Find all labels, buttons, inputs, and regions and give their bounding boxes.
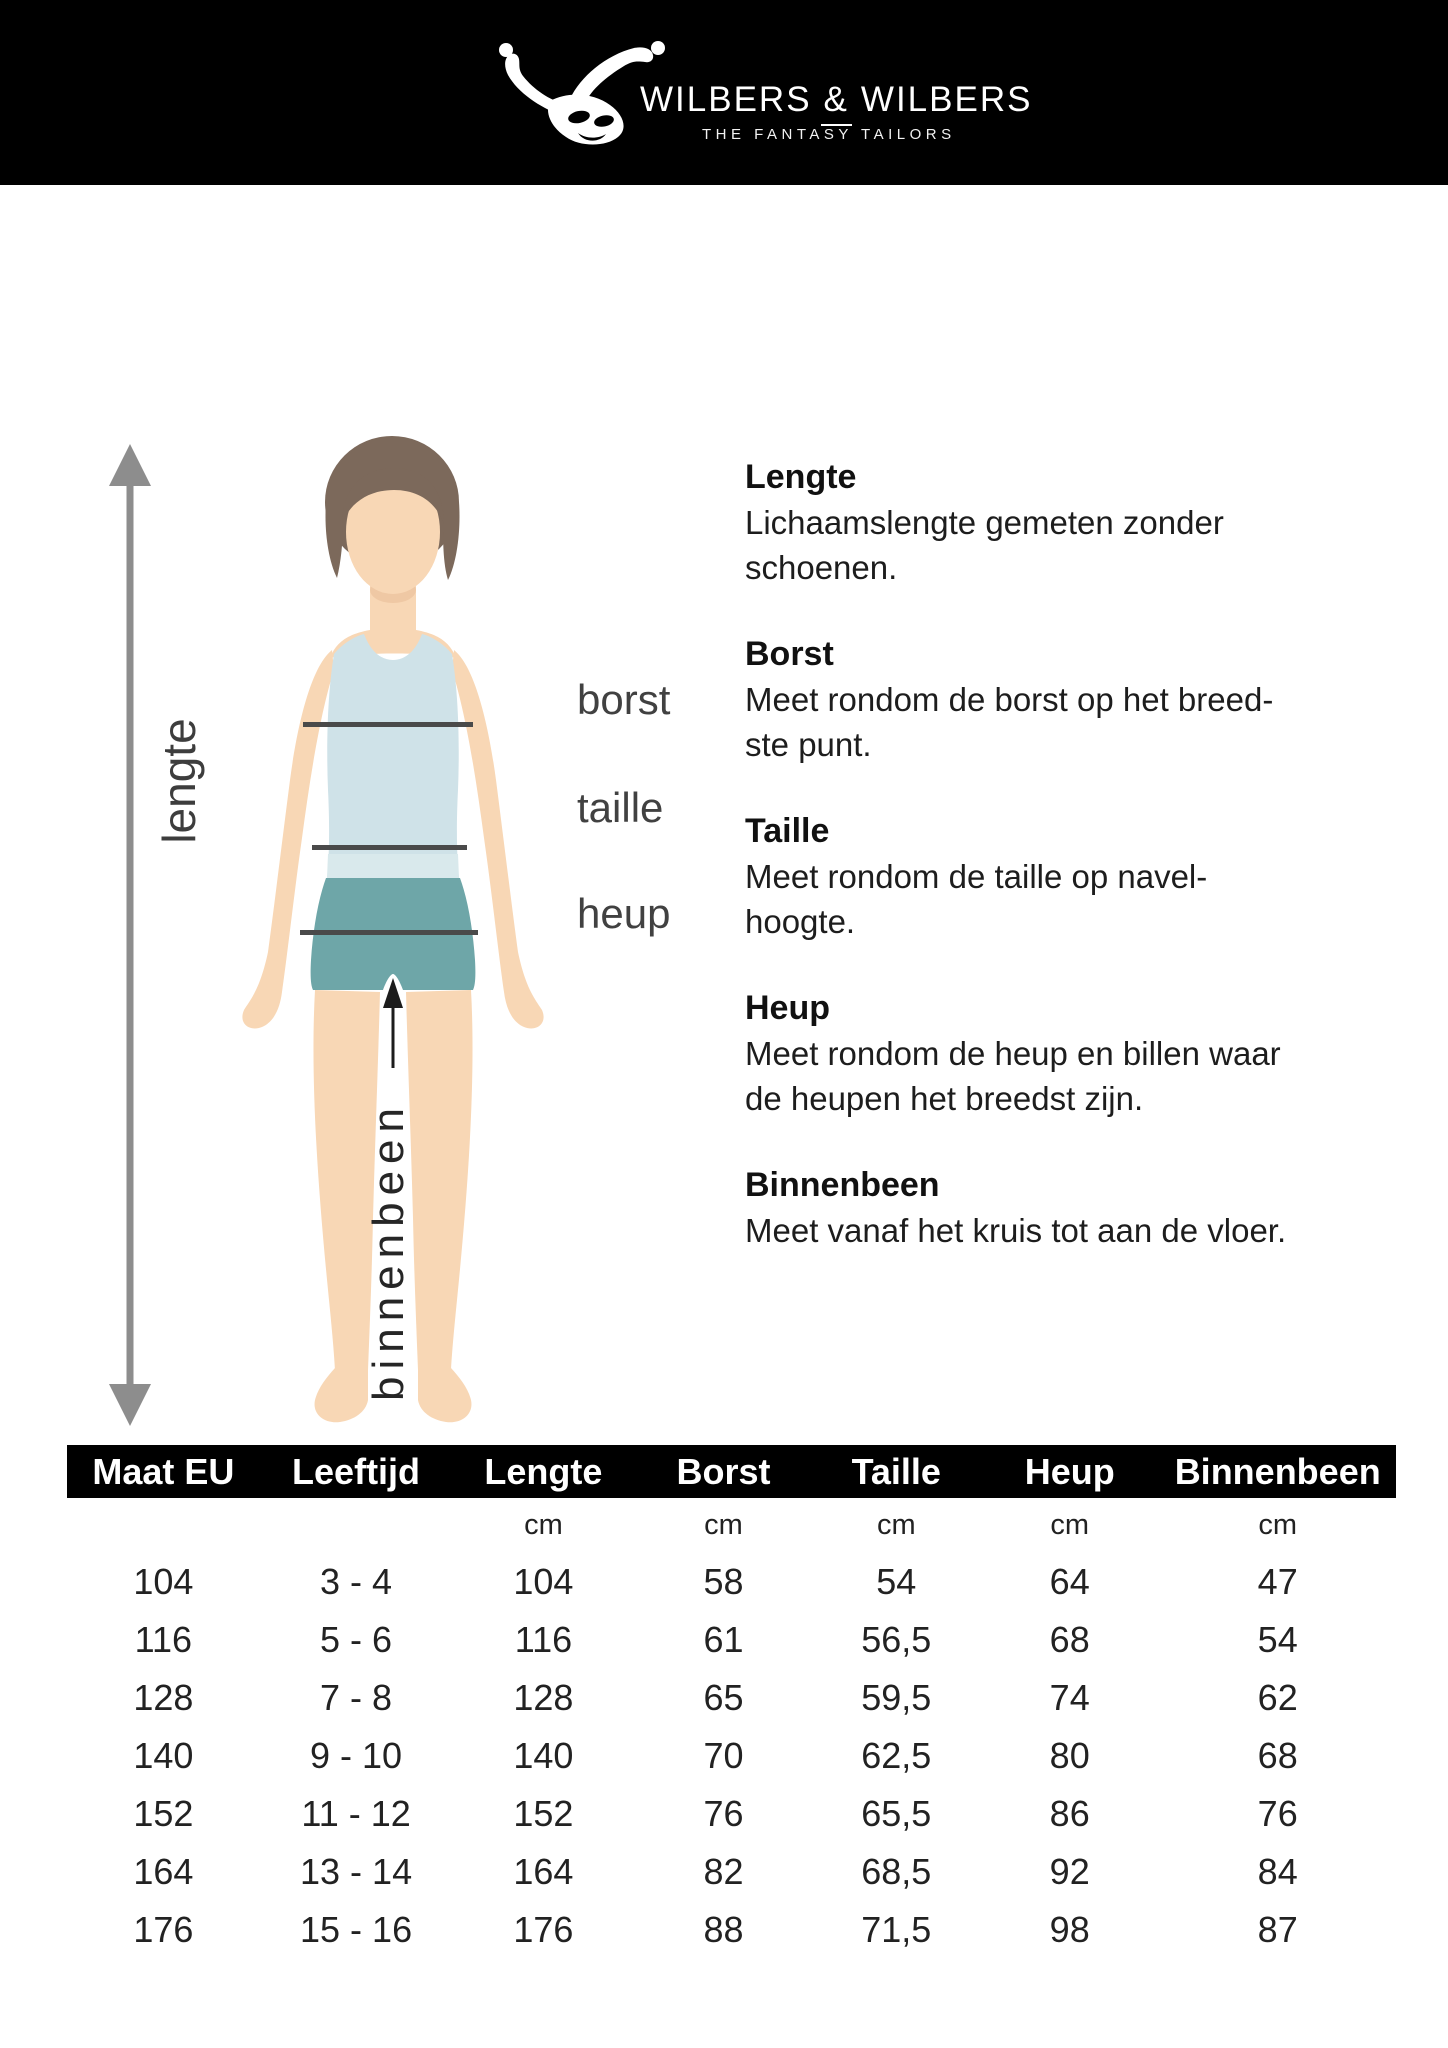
size-cell: 3 - 4 — [320, 1561, 393, 1602]
inseam-arrow-icon — [383, 978, 403, 1068]
size-cell: 70 — [703, 1735, 744, 1776]
size-cell: 62 — [1257, 1677, 1298, 1718]
size-table-row — [67, 1669, 1396, 1727]
size-cell: 13 - 14 — [300, 1851, 413, 1892]
size-cell: 140 — [133, 1735, 194, 1776]
section-text: Lichaamslengte gemeten zonder schoenen. — [745, 504, 1224, 586]
size-cell: 80 — [1049, 1735, 1090, 1776]
size-table-row — [67, 1553, 1396, 1611]
size-table-row — [67, 1727, 1396, 1785]
chest-measure-line — [303, 722, 473, 727]
section-title: Borst — [745, 635, 834, 673]
brand-first: WILBERS — [640, 80, 812, 119]
size-cell: 176 — [133, 1909, 194, 1950]
section-text: Meet rondom de taille op navel- hoogte. — [745, 858, 1208, 940]
size-cell: 84 — [1257, 1851, 1298, 1892]
instruction-section-lengte — [745, 455, 1385, 590]
waist-measure-line — [312, 845, 467, 850]
size-cell: 5 - 6 — [320, 1619, 393, 1660]
size-cell: 152 — [133, 1793, 194, 1834]
size-cell: 71,5 — [861, 1909, 932, 1950]
size-table-row — [67, 1901, 1396, 1959]
size-cell: 116 — [134, 1619, 193, 1660]
section-title: Lengte — [745, 458, 857, 496]
section-text: Meet rondom de borst op het breed- ste punt. — [745, 681, 1274, 763]
size-cell: 65 — [703, 1677, 744, 1718]
hip-label: heup — [577, 890, 671, 937]
size-cell: 54 — [1257, 1619, 1298, 1660]
size-table-row — [67, 1843, 1396, 1901]
size-cell: 68,5 — [861, 1851, 932, 1892]
size-cell: 59,5 — [861, 1677, 932, 1718]
size-table-body — [67, 1553, 1396, 1959]
size-table — [67, 1445, 1396, 1959]
size-cell: 54 — [876, 1561, 917, 1602]
size-table-column-header: Heup — [980, 1445, 1159, 1498]
size-cell: 128 — [133, 1677, 194, 1718]
size-cell: 87 — [1257, 1909, 1298, 1950]
section-text: Meet vanaf het kruis tot aan de vloer. — [745, 1212, 1287, 1249]
size-cell: 65,5 — [861, 1793, 932, 1834]
size-cell: 176 — [513, 1909, 574, 1950]
size-cell: 61 — [703, 1619, 744, 1660]
size-table-column-header: Lengte — [452, 1445, 634, 1498]
size-table-unit-cell — [260, 1498, 453, 1553]
instruction-section-borst — [745, 632, 1385, 767]
size-table-unit-cell: cm — [1050, 1509, 1090, 1541]
size-cell: 68 — [1257, 1735, 1298, 1776]
size-cell: 9 - 10 — [310, 1735, 403, 1776]
length-arrow-icon — [105, 440, 155, 1430]
size-cell: 98 — [1049, 1909, 1090, 1950]
size-table-unit-cell: cm — [704, 1509, 743, 1541]
brand-header — [0, 0, 1448, 185]
size-cell: 15 - 16 — [300, 1909, 413, 1950]
size-cell: 76 — [1257, 1793, 1298, 1834]
chest-label: borst — [577, 676, 671, 723]
section-text: Meet rondom de heup en billen waar de heupen het breedst zijn. — [745, 1035, 1281, 1117]
inseam-axis-label: binnenbeen — [364, 1101, 413, 1402]
size-cell: 128 — [513, 1677, 574, 1718]
size-cell: 74 — [1049, 1677, 1090, 1718]
section-title: Heup — [745, 989, 830, 1027]
size-table-column-header: Leeftijd — [260, 1445, 453, 1498]
brand-tagline: THE FANTASY TAILORS — [702, 126, 956, 143]
size-cell: 68 — [1049, 1619, 1090, 1660]
size-table-column-header: Binnenbeen — [1159, 1445, 1396, 1498]
size-cell: 152 — [513, 1793, 574, 1834]
size-cell: 58 — [703, 1561, 744, 1602]
size-cell: 104 — [133, 1561, 194, 1602]
size-cell: 76 — [703, 1793, 744, 1834]
waist-label: taille — [577, 784, 664, 831]
size-cell: 164 — [513, 1851, 574, 1892]
size-cell: 64 — [1049, 1561, 1090, 1602]
section-title: Taille — [745, 812, 830, 850]
size-table-row — [67, 1785, 1396, 1843]
hip-measure-line — [300, 930, 478, 935]
brand-second: WILBERS — [860, 80, 1033, 119]
size-table-row — [67, 1611, 1396, 1669]
measure-instructions — [745, 455, 1385, 1295]
size-cell: 82 — [703, 1851, 744, 1892]
size-cell: 88 — [703, 1909, 744, 1950]
brand-name — [640, 80, 1032, 126]
size-table-unit-cell — [67, 1498, 260, 1553]
instruction-section-taille — [745, 809, 1385, 944]
instruction-section-binnenbeen — [745, 1163, 1385, 1253]
size-cell: 56,5 — [861, 1619, 932, 1660]
size-table-column-header: Taille — [813, 1445, 980, 1498]
brand-ampersand: & — [821, 80, 852, 126]
size-cell: 140 — [513, 1735, 574, 1776]
size-cell: 92 — [1049, 1851, 1090, 1892]
size-table-units-row — [67, 1498, 1396, 1553]
size-table-unit-cell: cm — [524, 1509, 563, 1541]
size-cell: 7 - 8 — [320, 1677, 393, 1718]
size-table-unit-cell: cm — [1258, 1509, 1298, 1541]
size-cell: 62,5 — [861, 1735, 932, 1776]
size-table-column-header: Maat EU — [67, 1445, 260, 1498]
size-cell: 116 — [514, 1619, 573, 1660]
size-cell: 11 - 12 — [301, 1793, 411, 1834]
section-title: Binnenbeen — [745, 1166, 940, 1204]
size-table-column-header: Borst — [634, 1445, 812, 1498]
size-cell: 104 — [513, 1561, 574, 1602]
size-table-header-row — [67, 1445, 1396, 1498]
size-cell: 86 — [1049, 1793, 1090, 1834]
size-cell: 47 — [1257, 1561, 1298, 1602]
length-axis-label: lengte — [153, 718, 205, 844]
size-cell: 164 — [133, 1851, 194, 1892]
instruction-section-heup — [745, 986, 1385, 1121]
size-table-unit-cell: cm — [876, 1509, 916, 1541]
